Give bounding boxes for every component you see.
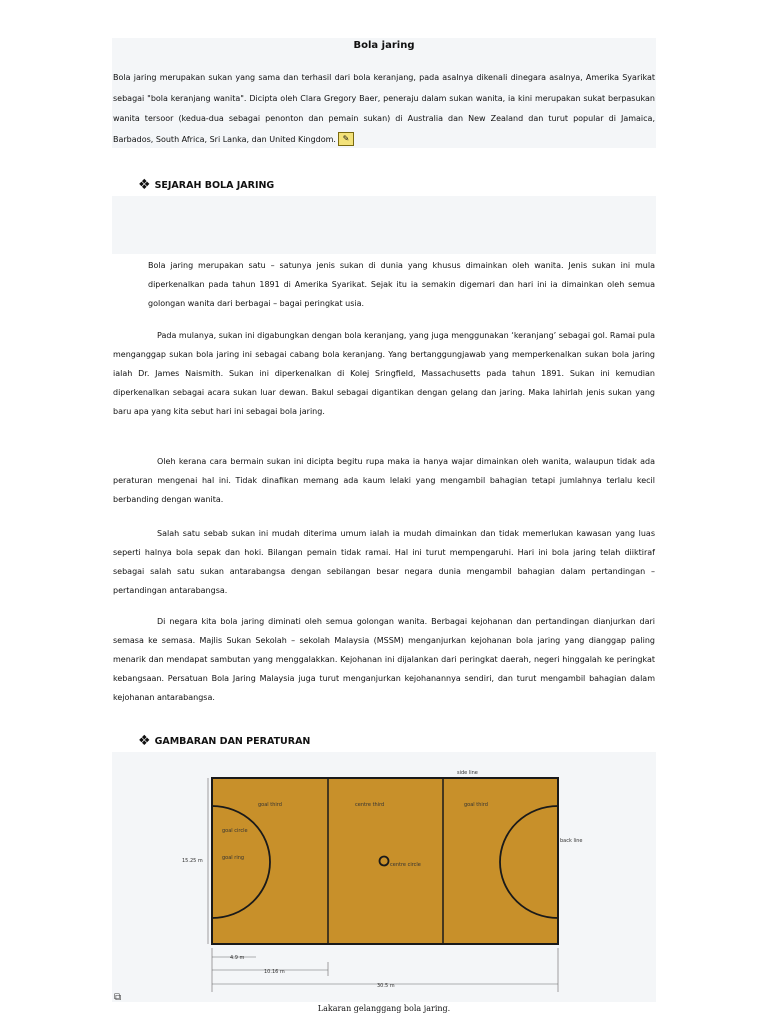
- paragraph-5: Di negara kita bola jaring diminati oleh semua golongan wanita. Berbagai kejohanan dan pertandingan dianjurkan dari semasa ke semasa. Majlis Sukan Sekolah – sekolah Malaysia (MSSM) menganjurkan kejohanan bola jaring yang dianggap paling menarik dan mendapat sambutan yang menggalakkan. Kejohanan ini dijalankan dari peringkat daerah, negeri hinggalah ke peringkat kebangsaan. Persatuan Bola Jaring Malaysia juga turut menganjurkan kejohanannya sendiri, dan turut mengambil bahagian dalam kejohanan antarabangsa.: [113, 617, 655, 702]
- centre-circle-label: centre circle: [390, 862, 421, 868]
- goal-ring-label: goal ring: [222, 855, 245, 861]
- paragraph-3: Oleh kerana cara bermain sukan ini dicipta begitu rupa maka ia hanya wajar dimainkan oleh wanita, walaupun tidak ada peraturan mengenai hal ini. Tidak dinafikan memang ada kaum lelaki yang mengambil bahagian tetapi jumlahnya terlalu kecil berbanding dengan wanita.: [113, 457, 655, 504]
- diamond-cluster-icon: ❖: [138, 177, 151, 193]
- heading-gambaran: [138, 734, 310, 748]
- intro-text: Bola jaring merupakan sukan yang sama dan terhasil dari bola keranjang, pada asalnya dikenali dinegara asalnya, Amerika Syarikat sebagai "bola keranjang wanita". Dicipta oleh Clara Gregory Baer, peneraju dalam sukan wanita, ia kini merupakan sukat berpasukan wanita tersoor (kedua-dua sebagai penonton dan pemain sukan) di Australia dan New Zealand dan turut popular di Jamaica, Barbados, South Africa, Sri Lanka, dan United Kingdom.: [113, 73, 655, 144]
- heading-sejarah: [138, 178, 274, 192]
- court-diagram: [112, 752, 656, 1000]
- intro-paragraph: [113, 68, 655, 150]
- heading-gambaran-text: GAMBARAN DAN PERATURAN: [154, 735, 311, 747]
- resize-icon[interactable]: ⧉: [114, 992, 122, 1003]
- note-icon[interactable]: ✎: [338, 132, 354, 146]
- side-line-label: side line: [457, 770, 478, 776]
- paragraph-1: Bola jaring merupakan satu – satunya jenis sukan di dunia yang khusus dimainkan oleh wanita. Jenis sukan ini mula diperkenalkan pada tahun 1891 di Amerika Syarikat. Sejak itu ia semakin digemari dan hari ini ia dimainkan oleh semua golongan wanita dari berbagai – bagai peringkat usia.: [148, 261, 655, 308]
- heading-sejarah-text: SEJARAH BOLA JARING: [154, 179, 275, 191]
- section-band: [112, 196, 656, 254]
- dim-a-label: 4.9 m: [230, 955, 245, 961]
- goal-third-left-label: goal third: [258, 802, 282, 808]
- width-label: 15.25 m: [182, 858, 203, 864]
- paragraph-2: Pada mulanya, sukan ini digabungkan dengan bola keranjang, yang juga menggunakan ‘keranjang’ sebagai gol. Ramai pula menganggap sukan bola jaring ini sebagai cabang bola keranjang. Yang bertanggungjawab yang memperkenalkan sukan bola jaring ialah Dr. James Naismith. Sukan ini diperkenalkan di Kolej Sringfield, Massachusetts pada tahun 1891. Sukan ini kemudian diperkenalkan sebagai acara sukan luar dewan. Bakul sebagai digantikan dengan gelang dan jaring. Maka lahirlah jenis sukan yang baru apa yang kita sebut hari ini sebagai bola jaring.: [113, 331, 655, 416]
- paragraph-4: Salah satu sebab sukan ini mudah diterima umum ialah ia mudah dimainkan dan tidak memerlukan kawasan yang luas seperti halnya bola sepak dan hoki. Bilangan pemain tidak ramai. Hal ini turut mempengaruhi. Hari ini bola jaring telah diiktiraf sebagai salah satu sukan antarabangsa dengan sebilangan besar negara dunia mengambil bahagian dalam pertandingan – pertandingan antarabangsa.: [113, 529, 655, 595]
- court-svg: [112, 752, 656, 1000]
- goal-third-right-label: goal third: [464, 802, 488, 808]
- goal-circle-label: goal circle: [222, 828, 248, 834]
- centre-third-label: centre third: [355, 802, 385, 808]
- page-title: Bola jaring: [353, 40, 415, 51]
- dim-c-label: 30.5 m: [377, 983, 395, 989]
- court-caption: Lakaran gelanggang bola jaring.: [317, 1004, 451, 1013]
- diamond-cluster-icon: ❖: [138, 733, 151, 749]
- dim-b-label: 10.16 m: [264, 969, 285, 975]
- back-line-label: back line: [560, 838, 583, 844]
